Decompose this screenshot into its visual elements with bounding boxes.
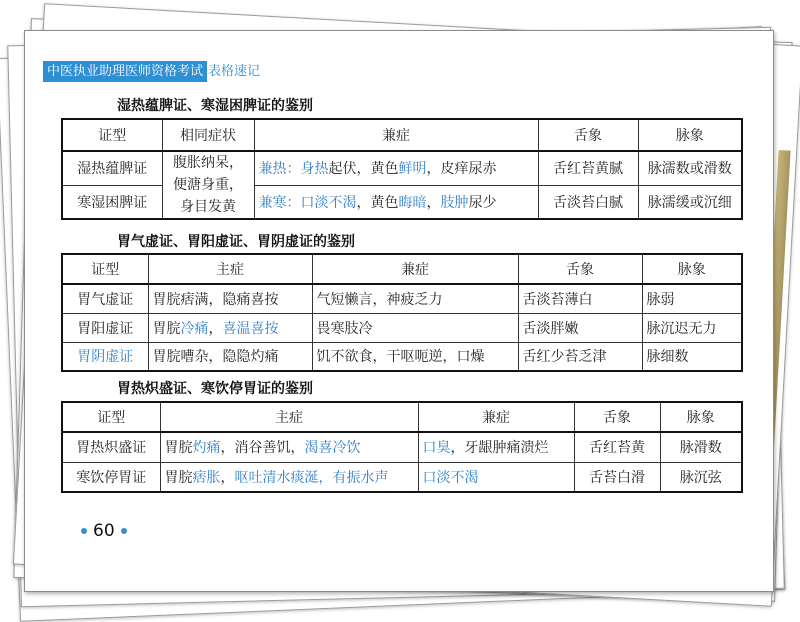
main-symptoms: 胃脘嘈杂，隐隐灼痛 — [148, 342, 312, 371]
book-title: 中医执业助理医师资格考试 — [43, 61, 207, 82]
table-row — [62, 462, 742, 492]
header-subtitle: 表格速记 — [208, 64, 261, 79]
column-header: 舌象 — [518, 254, 642, 284]
accompanying-symptoms: 兼寒：口淡不渴，黄色晦暗，肢肿尿少 — [254, 185, 538, 219]
shared-symptoms-cell: 腹胀纳呆， 便溏身重， 身目发黄 — [162, 151, 254, 219]
table-header-row — [62, 402, 742, 432]
pulse-sign: 脉濡缓或沉细 — [638, 185, 742, 219]
column-header: 证型 — [62, 402, 160, 432]
syndrome-type: 胃阴虚证 — [62, 342, 148, 371]
pulse-sign: 脉濡数或滑数 — [638, 151, 742, 185]
pulse-sign: 脉滑数 — [660, 432, 742, 462]
bullet-dot-icon — [81, 528, 87, 534]
column-header: 主症 — [148, 254, 312, 284]
pulse-sign: 脉沉迟无力 — [642, 313, 742, 342]
main-symptoms: 胃脘灼痛，消谷善饥，渴喜冷饮 — [160, 432, 418, 462]
section-title: 湿热蕴脾证、寒湿困脾证的鉴别 — [117, 98, 313, 114]
column-header: 兼症 — [254, 119, 538, 151]
column-header: 脉象 — [638, 119, 742, 151]
tongue-sign: 舌苔白滑 — [574, 462, 660, 492]
column-header: 舌象 — [574, 402, 660, 432]
syndrome-type: 胃气虚证 — [62, 284, 148, 313]
column-header: 主症 — [160, 402, 418, 432]
pulse-sign: 脉弱 — [642, 284, 742, 313]
column-header: 证型 — [62, 119, 162, 151]
column-header: 舌象 — [538, 119, 638, 151]
accompanying-symptoms: 口臭，牙龈肿痛溃烂 — [418, 432, 574, 462]
table-header-row — [62, 254, 742, 284]
accompanying-symptoms: 气短懒言，神疲乏力 — [312, 284, 518, 313]
tongue-sign: 舌红少苔乏津 — [518, 342, 642, 371]
tongue-sign: 舌淡苔白腻 — [538, 185, 638, 219]
comparison-table-spleen — [61, 118, 743, 220]
section-title: 胃气虚证、胃阳虚证、胃阴虚证的鉴别 — [117, 234, 355, 250]
table-row — [62, 284, 742, 313]
main-symptoms: 胃脘痞满，隐痛喜按 — [148, 284, 312, 313]
syndrome-type: 胃热炽盛证 — [62, 432, 160, 462]
tongue-sign: 舌红苔黄 — [574, 432, 660, 462]
table-row — [62, 313, 742, 342]
tongue-sign: 舌淡苔薄白 — [518, 284, 642, 313]
running-header — [43, 61, 260, 82]
table-row — [62, 151, 742, 185]
bullet-dot-icon — [121, 528, 127, 534]
column-header: 相同症状 — [162, 119, 254, 151]
pulse-sign: 脉细数 — [642, 342, 742, 371]
pulse-sign: 脉沉弦 — [660, 462, 742, 492]
syndrome-type: 胃阳虚证 — [62, 313, 148, 342]
column-header: 兼症 — [312, 254, 518, 284]
main-symptoms: 胃脘痞胀，呕吐清水痰涎，有振水声 — [160, 462, 418, 492]
main-symptoms: 胃脘冷痛，喜温喜按 — [148, 313, 312, 342]
accompanying-symptoms: 畏寒肢冷 — [312, 313, 518, 342]
table-header-row — [62, 119, 742, 151]
comparison-table-stomach-heat-cold — [61, 401, 743, 493]
tongue-sign: 舌淡胖嫩 — [518, 313, 642, 342]
table-row — [62, 432, 742, 462]
comparison-table-stomach-deficiency — [61, 253, 743, 372]
page-number: 60 — [75, 521, 133, 541]
syndrome-type: 湿热蕴脾证 — [62, 151, 162, 185]
column-header: 脉象 — [642, 254, 742, 284]
accompanying-symptoms: 口淡不渴 — [418, 462, 574, 492]
table-row — [62, 342, 742, 371]
syndrome-type: 寒湿困脾证 — [62, 185, 162, 219]
accompanying-symptoms: 饥不欲食，干呕呃逆，口燥 — [312, 342, 518, 371]
column-header: 脉象 — [660, 402, 742, 432]
column-header: 证型 — [62, 254, 148, 284]
accompanying-symptoms: 兼热：身热起伏，黄色鲜明，皮痒尿赤 — [254, 151, 538, 185]
book-page — [24, 30, 774, 592]
syndrome-type: 寒饮停胃证 — [62, 462, 160, 492]
column-header: 兼症 — [418, 402, 574, 432]
tongue-sign: 舌红苔黄腻 — [538, 151, 638, 185]
section-title: 胃热炽盛证、寒饮停胃证的鉴别 — [117, 381, 313, 397]
